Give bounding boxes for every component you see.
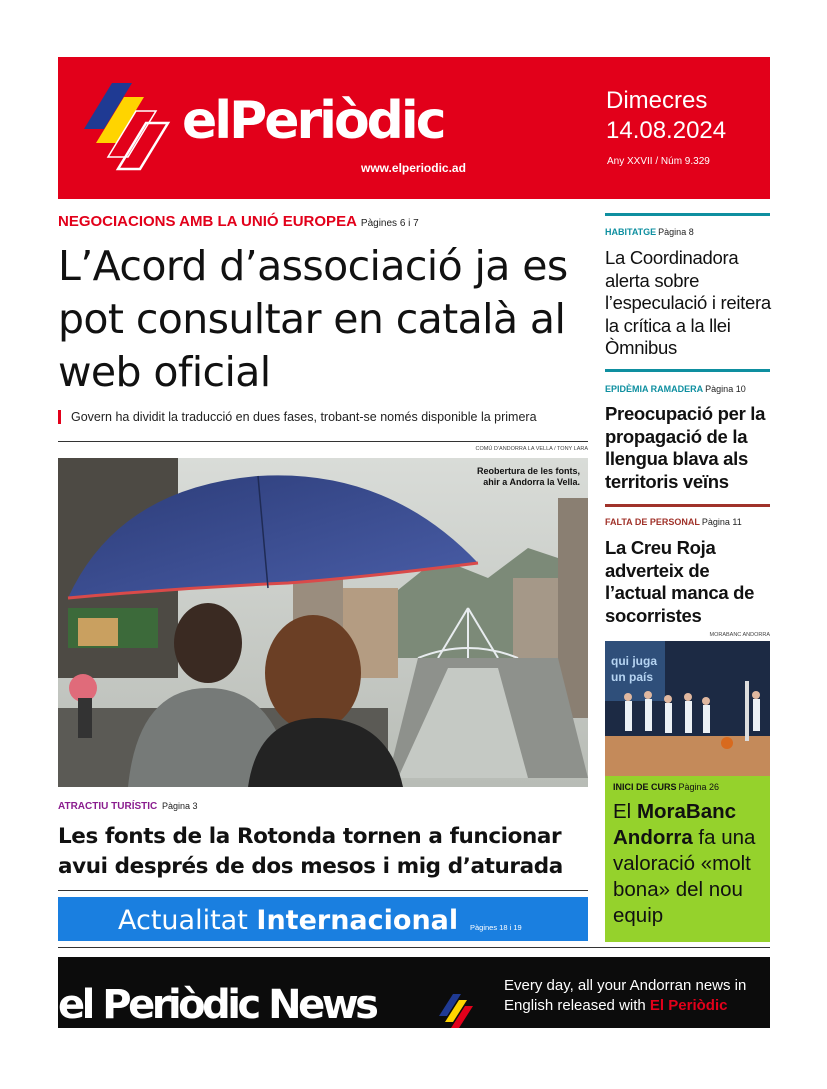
sidebar-item-3-kicker-label: FALTA DE PERSONAL: [605, 517, 700, 527]
sidebar-item-2-pages: Pàgina 10: [705, 384, 746, 394]
sidebar-item-1-kicker-label: HABITATGE: [605, 227, 657, 237]
sidebar-item-3-kicker[interactable]: [605, 517, 742, 527]
sidebar-item-1-kicker[interactable]: [605, 227, 694, 237]
masthead-issue: Any XXVII / Núm 9.329: [607, 156, 710, 167]
news-banner-copy: Every day, all your Andorran news in English released with: [504, 977, 747, 1014]
masthead-day: Dimecres: [606, 87, 708, 114]
news-banner-brand: El Periòdic: [649, 997, 728, 1014]
main-story-photo[interactable]: [58, 458, 588, 787]
news-banner-text: [504, 976, 766, 1016]
sidebar-feature-box[interactable]: [605, 776, 770, 942]
divider: [58, 890, 588, 891]
masthead-logo: elPeriòdic: [182, 91, 444, 151]
main-photo-credit: COMÚ D’ANDORRA LA VELLA / TONY LARA: [475, 446, 588, 452]
news-banner[interactable]: [58, 957, 770, 1028]
sidebar-item-1-pages: Pàgina 8: [658, 227, 694, 237]
andorra-stripes-icon: [439, 994, 479, 1028]
sidebar-item-2-kicker[interactable]: [605, 384, 746, 394]
international-pages: Pàgines 18 i 19: [470, 923, 522, 932]
sidebar-rule: [605, 213, 770, 216]
main-story-headline[interactable]: L’Acord d’associació ja es pot consultar en català al web oficial: [58, 242, 568, 396]
sidebar-rule: [605, 369, 770, 372]
basketball-court-image: [605, 641, 770, 776]
basketball-team-photo[interactable]: [605, 641, 770, 776]
sidebar-feature-kicker-label: INICI DE CURS: [613, 782, 677, 792]
international-title-bold: Internacional: [256, 905, 459, 936]
divider: [58, 441, 588, 442]
international-title: [118, 905, 458, 936]
sidebar-feature-headline: [613, 799, 768, 929]
masthead: [58, 57, 770, 199]
masthead-date: 14.08.2024: [606, 117, 727, 144]
masthead-url[interactable]: www.elperiodic.ad: [361, 161, 466, 175]
caption-line-2: ahir a Andorra la Vella.: [483, 477, 580, 487]
svg-text:un país: un país: [611, 670, 654, 684]
main-photo-caption: [477, 466, 580, 488]
sidebar-feature-headline-start: El: [613, 800, 637, 823]
sidebar-item-3-pages: Pàgina 11: [701, 517, 742, 527]
second-story-pages: Pàgina 3: [162, 801, 198, 811]
sidebar-rule: [605, 504, 770, 507]
divider: [58, 947, 770, 948]
umbrella-street-scene-image: [58, 458, 588, 787]
second-story-kicker-label: ATRACTIU TURÍSTIC: [58, 801, 158, 812]
main-story-subhead: Govern ha dividit la traducció en dues fases, trobant-se només disponible la primera: [58, 410, 588, 424]
sidebar-feature-kicker: [613, 782, 719, 792]
main-story-kicker-label: NEGOCIACIONS AMB LA UNIÓ EUROPEA: [58, 213, 357, 230]
main-story-kicker[interactable]: [58, 213, 419, 230]
sidebar-photo-credit: MORABANC ANDORRA: [709, 632, 770, 638]
news-logo: el Periòdic News: [58, 982, 376, 1028]
svg-text:qui juga: qui juga: [611, 654, 657, 668]
sidebar-feature-headline-bold: MoraBanc Andorra: [613, 800, 737, 849]
international-title-light: Actualitat: [118, 905, 248, 936]
second-story-kicker[interactable]: [58, 801, 198, 812]
sidebar-feature-headline-end: fa una valoració «molt bona» del nou equip: [613, 826, 756, 927]
sidebar-item-3-headline[interactable]: La Creu Roja adverteix de l’actual manca de socorristes: [605, 537, 755, 626]
international-banner[interactable]: [58, 897, 588, 941]
andorra-flag-logo-icon: [84, 83, 172, 173]
sidebar-item-2-kicker-label: EPIDÈMIA RAMADERA: [605, 384, 704, 394]
sidebar-item-2-headline[interactable]: Preocupació per la propagació de la llengua blava als territoris veïns: [605, 403, 766, 492]
sidebar-feature-pages: Pàgina 26: [678, 782, 720, 792]
caption-line-1: Reobertura de les fonts,: [476, 466, 580, 476]
sidebar-item-1-headline[interactable]: La Coordinadora alerta sobre l’especulació i reitera la crítica a la llei Òmnibus: [605, 247, 771, 358]
second-story-headline[interactable]: Les fonts de la Rotonda tornen a funcionar avui després de dos mesos i mig d’aturada: [58, 824, 563, 879]
main-story-pages: Pàgines 6 i 7: [360, 218, 419, 229]
